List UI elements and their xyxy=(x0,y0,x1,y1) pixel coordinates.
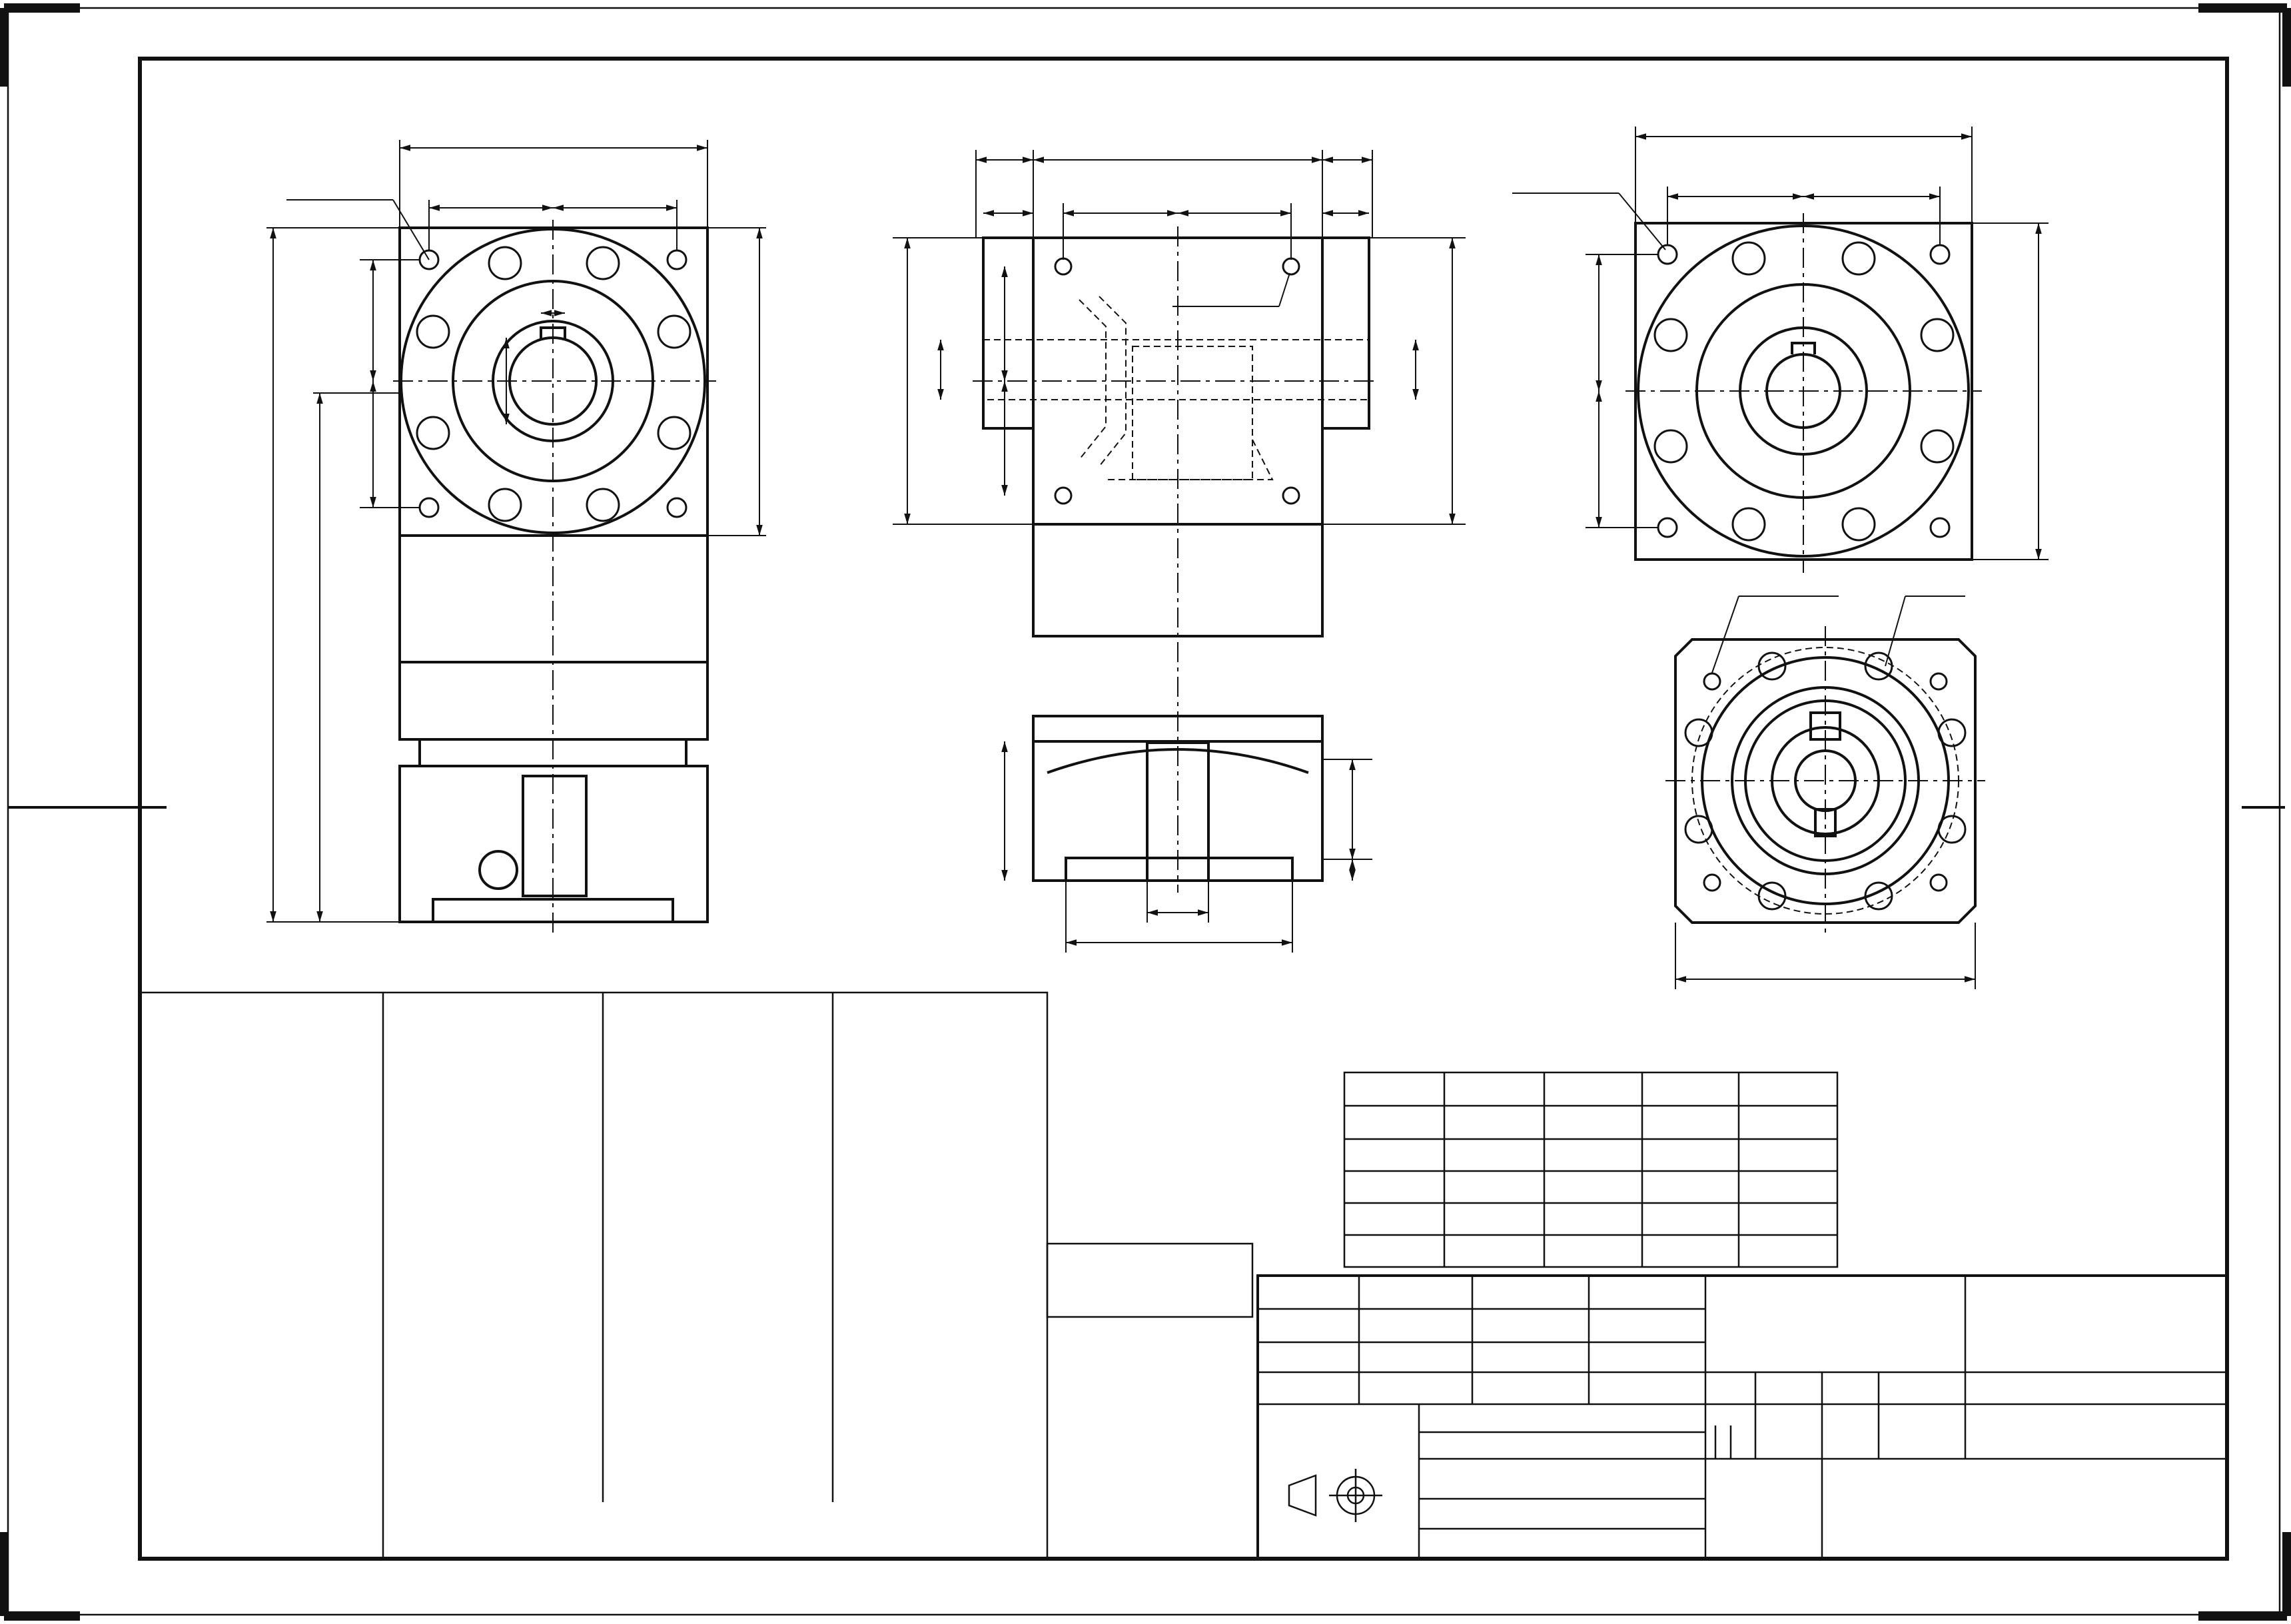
confirm-box xyxy=(1047,1244,1252,1317)
side-view xyxy=(893,150,1466,953)
input-view xyxy=(1665,596,1985,989)
spec-table xyxy=(140,993,1047,1559)
right-view xyxy=(1512,127,2049,573)
title-block xyxy=(1258,1276,2227,1559)
ratio-table xyxy=(1344,1072,1837,1267)
front-view xyxy=(266,140,766,933)
